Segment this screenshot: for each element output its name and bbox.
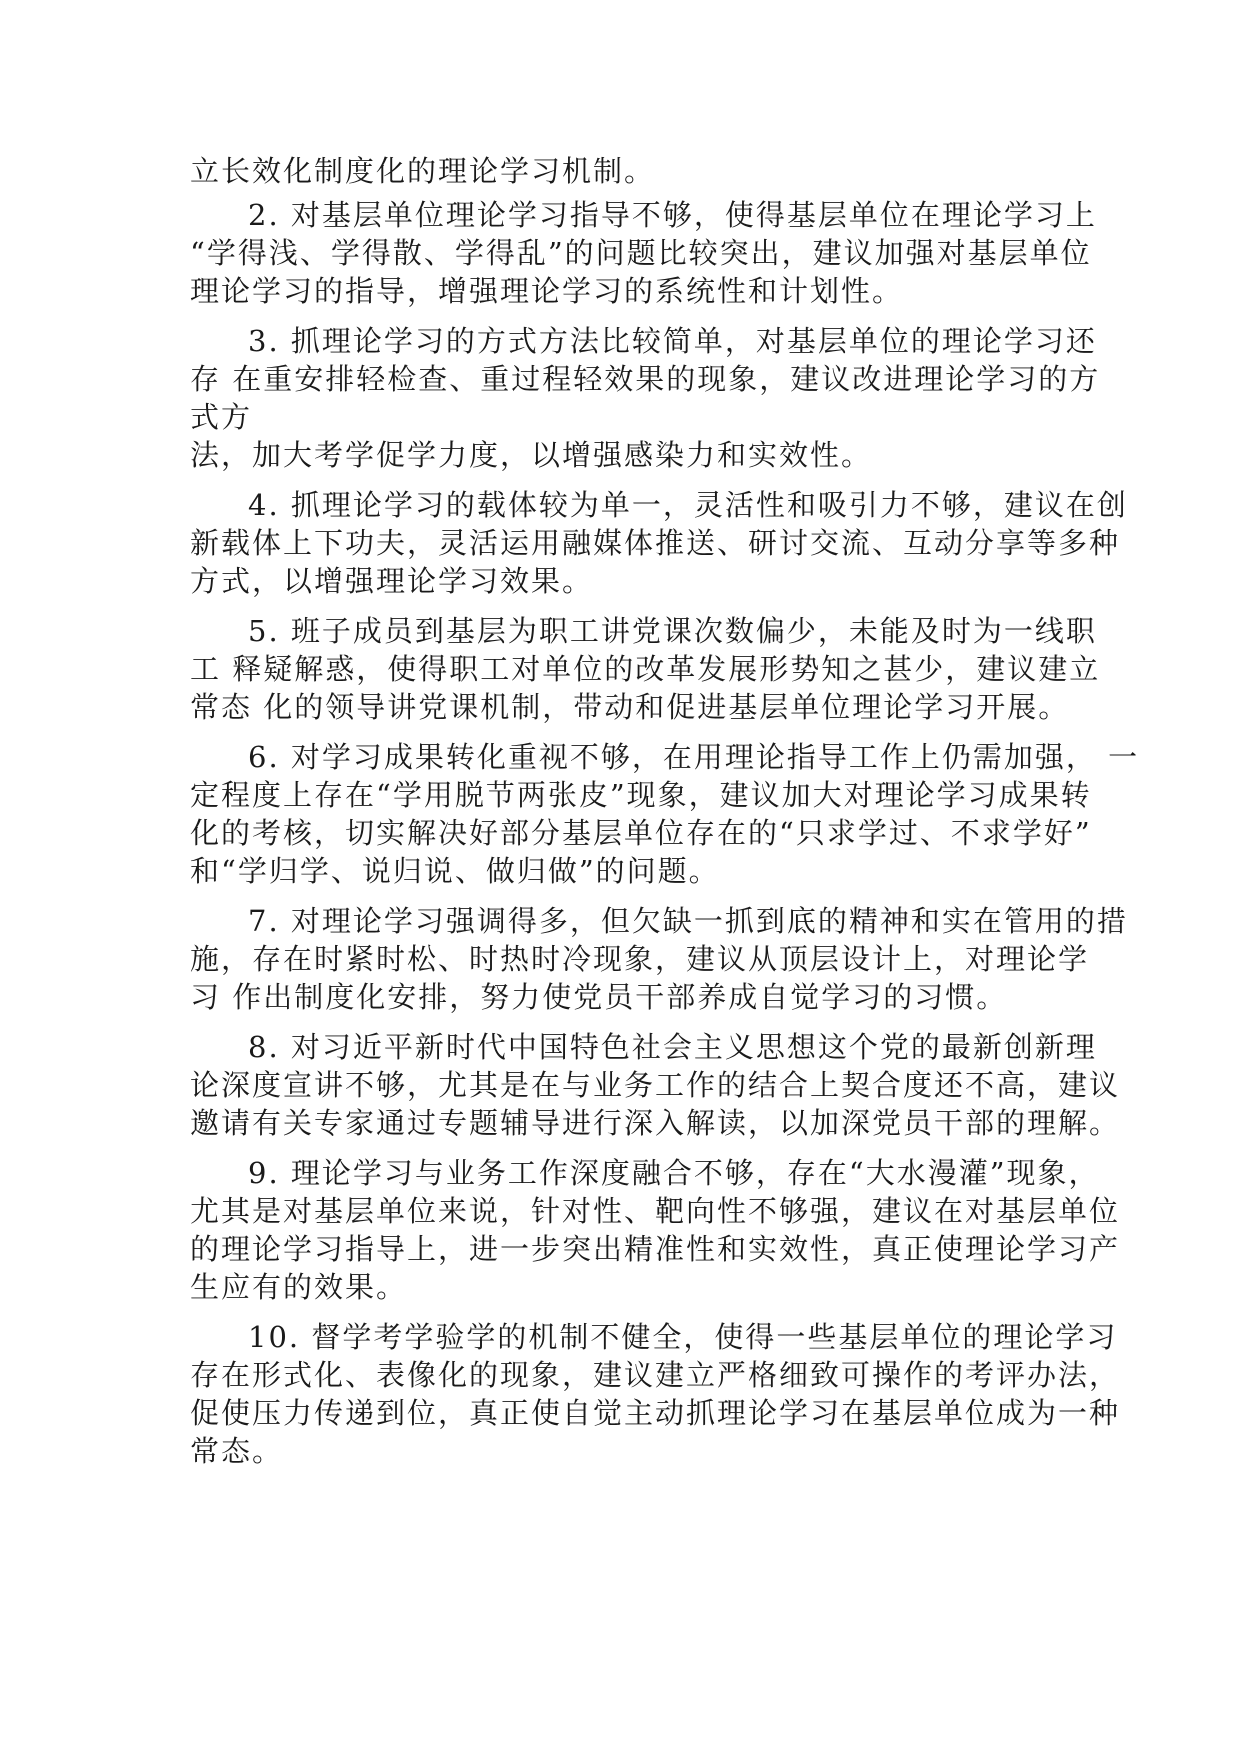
text-line: 尤其是对基层单位来说，针对性、靶向性不够强，建议在对基层单位 <box>190 1194 1121 1228</box>
text-line: 邀请有关专家通过专题辅导进行深入解读，以加深党员干部的理解。 <box>190 1106 1121 1140</box>
paragraph-item-3 <box>190 322 1101 474</box>
text-line: 施，存在时紧时松、时热时冷现象，建议从顶层设计上，对理论学 <box>190 942 1090 976</box>
text-line: “学得浅、学得散、学得乱”的问题比较突出，建议加强对基层单位 <box>190 236 1092 270</box>
text-line: 常态。 <box>190 1434 284 1468</box>
text-line: 5. 班子成员到基层为职工讲党课次数偏少，未能及时为一线职 <box>248 614 1097 648</box>
text-line: 和“学归学、说归说、做归做”的问题。 <box>190 854 720 888</box>
text-line: 化的考核，切实解决好部分基层单位存在的“只求学过、不求学好” <box>190 816 1092 850</box>
text-line: 9. 理论学习与业务工作深度融合不够，存在“大水漫灌”现象， <box>248 1156 1100 1190</box>
text-line: 4. 抓理论学习的载体较为单一，灵活性和吸引力不够，建议在创 <box>248 488 1128 522</box>
document-page <box>190 152 1140 1482</box>
text-line: 立长效化制度化的理论学习机制。 <box>190 154 656 188</box>
paragraph-item-4 <box>190 486 1128 600</box>
text-line: 法，加大考学促学力度，以增强感染力和实效性。 <box>190 438 873 472</box>
text-line: 习 作出制度化安排，努力使党员干部养成自觉学习的习惯。 <box>190 980 1008 1014</box>
text-line: 3. 抓理论学习的方式方法比较简单，对基层单位的理论学习还 <box>248 324 1097 358</box>
paragraph-intro-tail <box>190 152 1060 190</box>
text-line: 理论学习的指导，增强理论学习的系统性和计划性。 <box>190 274 904 308</box>
text-line: 促使压力传递到位，真正使自觉主动抓理论学习在基层单位成为一种 <box>190 1396 1121 1430</box>
text-line: 8. 对习近平新时代中国特色社会主义思想这个党的最新创新理 <box>248 1030 1097 1064</box>
paragraph-item-9 <box>190 1154 1121 1306</box>
paragraph-item-6 <box>190 738 1140 890</box>
text-line: 的理论学习指导上，进一步突出精准性和实效性，真正使理论学习产 <box>190 1232 1121 1266</box>
text-line: 方式，以增强理论学习效果。 <box>190 564 594 598</box>
text-line: 2. 对基层单位理论学习指导不够，使得基层单位在理论学习上 <box>248 198 1097 232</box>
paragraph-item-10 <box>190 1318 1121 1470</box>
text-line: 6. 对学习成果转化重视不够，在用理论指导工作上仍需加强， 一 <box>248 740 1140 774</box>
paragraph-item-5 <box>190 612 1101 726</box>
text-line: 工 释疑解惑，使得职工对单位的改革发展形势知之甚少，建议建立 <box>190 652 1101 686</box>
text-line: 论深度宣讲不够，尤其是在与业务工作的结合上契合度还不高，建议 <box>190 1068 1121 1102</box>
text-line: 新载体上下功夫，灵活运用融媒体推送、研讨交流、互动分享等多种 <box>190 526 1121 560</box>
text-line: 常态 化的领导讲党课机制，带动和促进基层单位理论学习开展。 <box>190 690 1070 724</box>
text-line: 生应有的效果。 <box>190 1270 408 1304</box>
text-line: 10. 督学考学验学的机制不健全，使得一些基层单位的理论学习 <box>248 1320 1118 1354</box>
paragraph-item-8 <box>190 1028 1121 1142</box>
text-line: 存在形式化、表像化的现象，建议建立严格细致可操作的考评办法， <box>190 1358 1121 1392</box>
text-line: 存 在重安排轻检查、重过程轻效果的现象，建议改进理论学习的方 <box>190 362 1101 396</box>
text-line: 7. 对理论学习强调得多，但欠缺一抓到底的精神和实在管用的措 <box>248 904 1128 938</box>
text-line: 定程度上存在“学用脱节两张皮”现象，建议加大对理论学习成果转 <box>190 778 1092 812</box>
paragraph-item-2 <box>190 196 1097 310</box>
paragraph-item-7 <box>190 902 1128 1016</box>
text-line: 式方 <box>190 400 253 434</box>
